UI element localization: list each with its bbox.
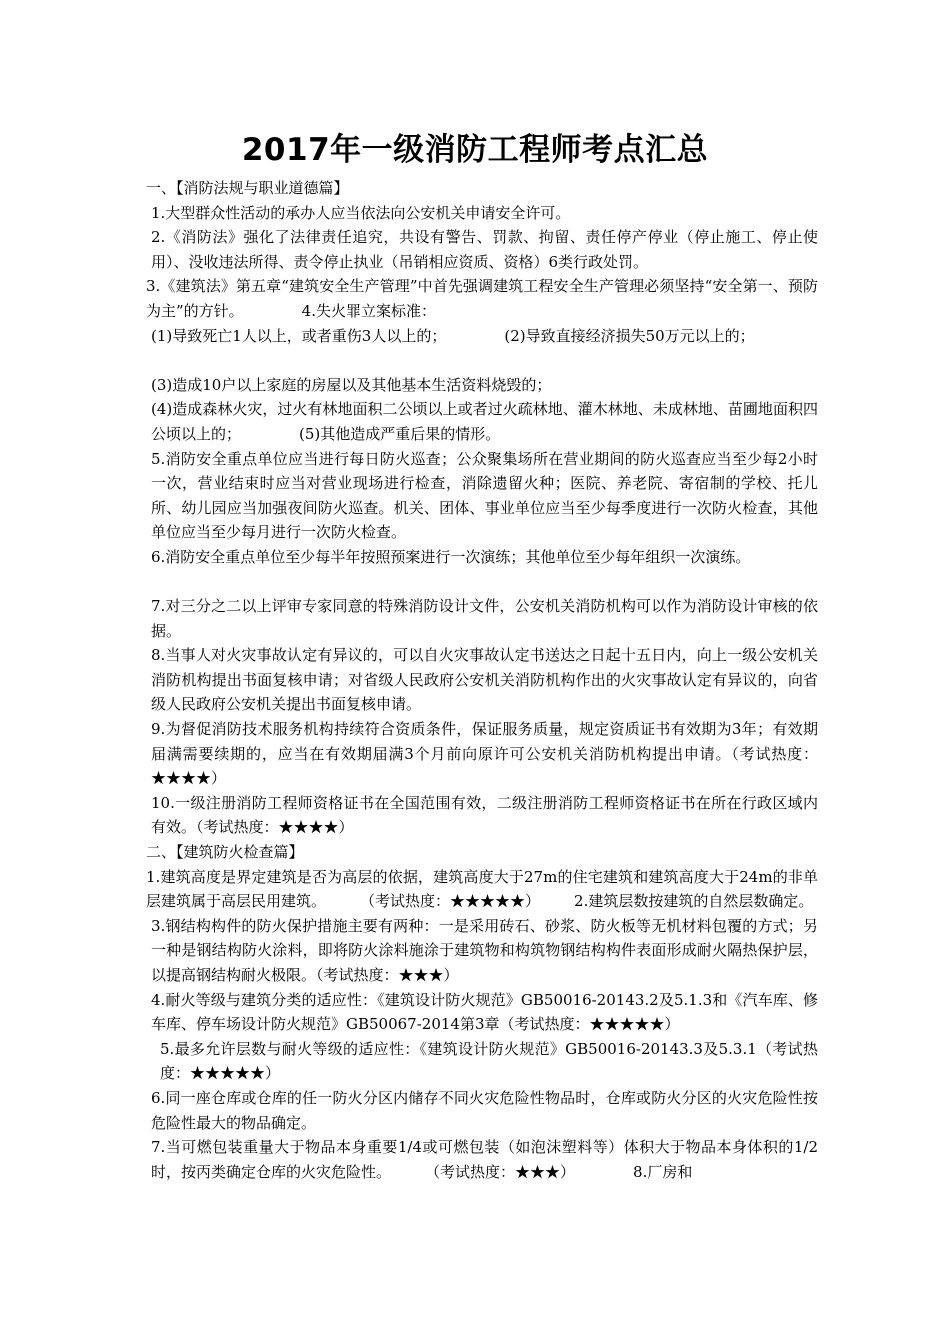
paragraph-text: 8.厂房和 — [633, 1162, 693, 1181]
paragraph: 8.当事人对火灾事故认定有异议的，可以自火灾事故认定书送达之日起十五日内，向上一级公安机关消防机构提出书面复核申请；对省级人民政府公安机关消防机构作出的火灾事故认定有异议的，向省级人民政府公安机关提出书面复核申请。 — [151, 646, 818, 714]
document-title: 2017年一级消防工程师考点汇总 — [241, 132, 709, 168]
paragraph — [146, 274, 818, 323]
blank-line — [146, 570, 818, 595]
blank-line — [146, 348, 818, 373]
list-item: (3)造成10户以上家庭的房屋以及其他基本生活资料烧毁的； — [151, 375, 552, 394]
exam-heat: （考试热度：★★★★★） — [360, 892, 541, 911]
paragraph-text: 2.建筑层数按建筑的自然层数确定。 — [574, 892, 814, 911]
paragraph: 6.同一座仓库或仓库的任一防火分区内储存不同火灾危险性物品时，仓库或防火分区的火灾危险性按危险性最大的物品确定。 — [151, 1088, 818, 1132]
paragraph — [146, 397, 818, 446]
list-item: (1)导致死亡1人以上，或者重伤3人以上的； — [151, 326, 447, 345]
paragraph: 6.消防安全重点单位至少每半年按照预案进行一次演练；其他单位至少每年组织一次演练。 — [151, 547, 751, 566]
paragraph — [146, 324, 818, 349]
paragraph: 5.最多允许层数与耐火等级的适应性：《建筑设计防火规范》GB50016-20143.3及5.3.1（考试热度：★★★★★） — [160, 1039, 818, 1083]
paragraph: 5.消防安全重点单位应当进行每日防火巡查；公众聚集场所在营业期间的防火巡查应当至少每2小时一次，营业结束时应当对营业现场进行检查，消除遗留火种；医院、养老院、寄宿制的学校、托儿所、幼儿园应当加强夜间防火巡查。机关、团体、事业单位应当至少每季度进行一次防火检查，其他单位应当至少每月进行一次防火检查。 — [151, 449, 818, 542]
section-heading: 二、【建筑防火检查篇】 — [146, 843, 304, 862]
paragraph — [146, 1135, 818, 1184]
paragraph: 2.《消防法》强化了法律责任追究，共设有警告、罚款、拘留、责任停产停业（停止施工、停止使用）、没收违法所得、责令停止执业（吊销相应资质、资格）6类行政处罚。 — [151, 228, 818, 271]
paragraph: 4.耐火等级与建筑分类的适应性：《建筑设计防火规范》GB50016-20143.2及5.1.3和《汽车库、修车库、停车场设计防火规范》GB50067-2014第3章（考试热度：★★★★★） — [151, 990, 818, 1034]
paragraph: 10.一级注册消防工程师资格证书在全国范围有效，二级注册消防工程师资格证书在所在行政区域内有效。（考试热度：★★★★） — [151, 793, 818, 837]
paragraph-text: 3.《建筑法》第五章“建筑安全生产管理”中首先强调建筑工程安全生产管理必须坚持“安全第一、预防为主”的方针。 — [146, 277, 818, 320]
paragraph: 3.钢结构构件的防火保护措施主要有两种：一是采用砖石、砂浆、防火板等无机材料包覆的方式；另一种是钢结构防火涂料，即将防火涂料施涂于建筑物和构筑物钢结构构件表面形成耐火隔热保护层，以提高钢结构耐火极限。（考试热度：★★★） — [151, 916, 818, 984]
paragraph-text: 1.建筑高度是界定建筑是否为高层的依据，建筑高度大于27m的住宅建筑和建筑高度大于24m的非单层建筑属于高层民用建筑。 — [146, 867, 818, 911]
document-body — [146, 176, 818, 1184]
exam-heat: （考试热度：★★★） — [425, 1162, 576, 1181]
paragraph: 1.大型群众性活动的承办人应当依法向公安机关申请安全许可。 — [151, 203, 571, 222]
list-item: (5)其他造成严重后果的情形。 — [299, 424, 501, 443]
list-item: (4)造成森林火灾，过火有林地面积二公顷以上或者过火疏林地、灌木林地、未成林地、苗圃地面积四公顷以上的； — [151, 400, 818, 443]
paragraph — [146, 865, 818, 914]
list-item: (2)导致直接经济损失50万元以上的； — [504, 326, 755, 345]
paragraph: 9.为督促消防技术服务机构持续符合资质条件，保证服务质量，规定资质证书有效期为3年；有效期届满需要续期的，应当在有效期届满3个月前向原许可公安机关消防机构提出申请。（考试热度：★★★★） — [151, 720, 818, 788]
section-heading: 一、【消防法规与职业道德篇】 — [146, 179, 349, 197]
paragraph-text: 7.当可燃包装重量大于物品本身重要1/4或可燃包装（如泡沫塑料等）体积大于物品本身体积的1/2时，按丙类确定仓库的火灾危险性。 — [151, 1138, 818, 1181]
paragraph: 7.对三分之二以上评审专家同意的特殊消防设计文件，公安机关消防机构可以作为消防设计审核的依据。 — [151, 597, 818, 640]
paragraph-text: 4.失火罪立案标准： — [301, 301, 436, 320]
